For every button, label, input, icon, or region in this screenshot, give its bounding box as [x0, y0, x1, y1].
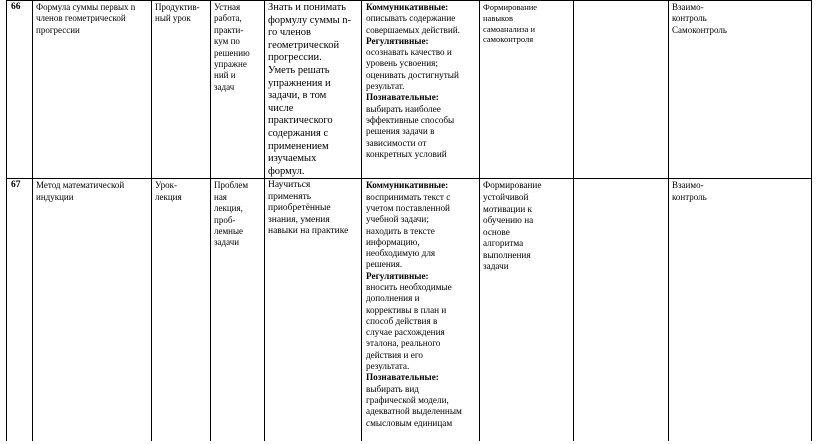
formation-line: Формирование	[483, 180, 542, 191]
control-cell	[669, 179, 812, 441]
uud-line: коррективы в план и	[366, 304, 447, 315]
uud-line: совершаемых действий.	[366, 24, 460, 35]
formation-line: обучению на	[483, 215, 534, 226]
uud-line: эталона, реального	[366, 338, 441, 349]
uud-heading: Регулятивные:	[366, 35, 429, 46]
goal-line: упражнения и	[268, 77, 331, 89]
activity-line: практи-	[214, 24, 244, 35]
activity-line: задач	[214, 81, 235, 92]
uud-line: смысловым единицам	[366, 417, 453, 428]
activity-line: проб-	[214, 214, 236, 225]
uud-line: уровень усвоения;	[366, 58, 438, 69]
uud-line: решения.	[366, 259, 403, 270]
uud-line: результат.	[366, 81, 405, 92]
uud-cell	[362, 1, 480, 179]
topic-line: Метод математической	[36, 180, 125, 191]
goal-line: го членов	[268, 27, 311, 39]
activity-line: задачи	[214, 237, 240, 248]
activity-line: ний и	[214, 70, 236, 81]
lesson-type-line: ный урок	[155, 13, 191, 24]
uud-line: графической модели,	[366, 394, 449, 405]
goal-line: Знать и понимать	[268, 2, 346, 13]
activity-line: ная	[214, 191, 227, 202]
uud-line: эффективные способы	[366, 114, 455, 125]
lesson-number: 67	[11, 180, 21, 191]
lesson-plan-table	[6, 0, 812, 441]
activity-line: работа,	[214, 13, 242, 24]
uud-line: зависимости от	[366, 137, 427, 148]
uud-heading: Коммуникативные:	[366, 2, 449, 12]
uud-line: дополнения и	[366, 293, 420, 304]
uud-heading: Познавательные:	[366, 92, 439, 103]
uud-line: выбирать вид	[366, 383, 419, 394]
topic-line: членов геометрической	[36, 13, 126, 24]
uud-line: учетом поставленной	[366, 202, 450, 213]
uud-line: осознавать качество и	[366, 47, 452, 58]
table-row	[7, 1, 812, 179]
formation-line: Формирование	[483, 2, 538, 12]
uud-line: оценивать достигнутый	[366, 69, 459, 80]
formation-cell	[480, 1, 574, 179]
table-row	[7, 179, 812, 441]
goal-line: формулу суммы n-	[268, 14, 352, 26]
uud-line: действия и его	[366, 349, 423, 360]
formation-line: выполнения	[483, 249, 531, 260]
empty-cell	[574, 179, 669, 441]
goal-line: применять	[268, 191, 312, 202]
activity-line: Проблем	[214, 180, 249, 191]
topic-line: индукции	[36, 191, 74, 202]
uud-line: воспринимать текст с	[366, 191, 451, 202]
topic-line: Формула суммы первых n	[36, 2, 136, 12]
uud-heading: Познавательные:	[366, 372, 439, 383]
uud-line: описывать содержание	[366, 13, 456, 24]
uud-line: случае расхождения	[366, 327, 445, 338]
lesson-type-cell	[152, 179, 211, 441]
control-line: Взаимо-	[672, 2, 704, 12]
activity-line: кум по	[214, 36, 240, 47]
goal-line: содержания с	[268, 127, 329, 139]
control-line: Взаимо-	[672, 180, 704, 191]
empty-cell	[574, 1, 669, 179]
goal-line: приобретённые	[268, 203, 331, 214]
lesson-type-line: Продуктив-	[155, 2, 200, 12]
uud-line: необходимую для	[366, 248, 436, 259]
goal-line: практического	[268, 115, 333, 127]
activity-line: лекция,	[214, 203, 243, 214]
formation-line: навыков	[483, 12, 514, 23]
formation-line: устойчивой	[483, 191, 529, 202]
lesson-type-line: Урок-	[155, 180, 177, 191]
uud-line: вносить необходимые	[366, 281, 452, 292]
formation-line: самоанализа и	[483, 23, 536, 34]
topic-cell	[33, 1, 152, 179]
lesson-number: 66	[11, 2, 21, 12]
uud-line: находить в тексте	[366, 225, 435, 236]
activity-line: Устная	[214, 2, 241, 12]
activity-line: лемные	[214, 225, 244, 236]
uud-heading: Коммуникативные:	[366, 180, 449, 191]
goal-line: прогрессии.	[268, 52, 322, 64]
control-line: контроль	[672, 191, 707, 202]
topic-cell	[33, 179, 152, 441]
uud-line: конкретных условий	[366, 148, 447, 159]
uud-line: выбирать наиболее	[366, 103, 441, 114]
uud-line: решения задачи в	[366, 126, 435, 137]
activity-cell	[211, 179, 265, 441]
formation-cell	[480, 179, 574, 441]
uud-line: адекватной выделенным	[366, 406, 462, 417]
activity-cell	[211, 1, 265, 179]
formation-line: мотивации к	[483, 203, 533, 214]
uud-heading: Регулятивные:	[366, 270, 429, 281]
uud-line: результата.	[366, 361, 410, 372]
goal-line: Уметь решать	[268, 64, 330, 76]
uud-cell	[362, 179, 480, 441]
lesson-type-line: лекция	[155, 191, 182, 202]
uud-line: информацию,	[366, 236, 420, 247]
formation-line: алгоритма	[483, 238, 524, 249]
control-cell	[669, 1, 812, 179]
goal-line: изучаемых	[268, 153, 317, 165]
formation-line: самоконтроля	[483, 34, 534, 45]
topic-line: прогрессии	[36, 24, 80, 35]
goal-line: геометрической	[268, 39, 340, 51]
goal-line: применением	[268, 140, 329, 152]
goal-line: числе	[268, 102, 294, 114]
goals-cell	[265, 179, 362, 441]
activity-line: упражне	[214, 59, 247, 70]
control-line: Самоконтроль	[672, 24, 727, 35]
control-line: контроль	[672, 13, 707, 24]
formation-line: основе	[483, 226, 510, 237]
goals-cell	[265, 1, 362, 179]
lesson-number-cell	[7, 1, 33, 179]
goal-line: навыки на практике	[268, 225, 349, 236]
lesson-type-cell	[152, 1, 211, 179]
lesson-number-cell	[7, 179, 33, 441]
uud-line: способ действия в	[366, 315, 438, 326]
goal-line: Научиться	[268, 180, 311, 191]
goal-line: задачи, в том	[268, 90, 327, 102]
goal-line: знания, умения	[268, 214, 330, 225]
goal-line: формул.	[268, 165, 305, 177]
activity-line: решению	[214, 47, 250, 58]
uud-line: учебной задачи;	[366, 214, 429, 225]
formation-line: задачи	[483, 261, 509, 272]
